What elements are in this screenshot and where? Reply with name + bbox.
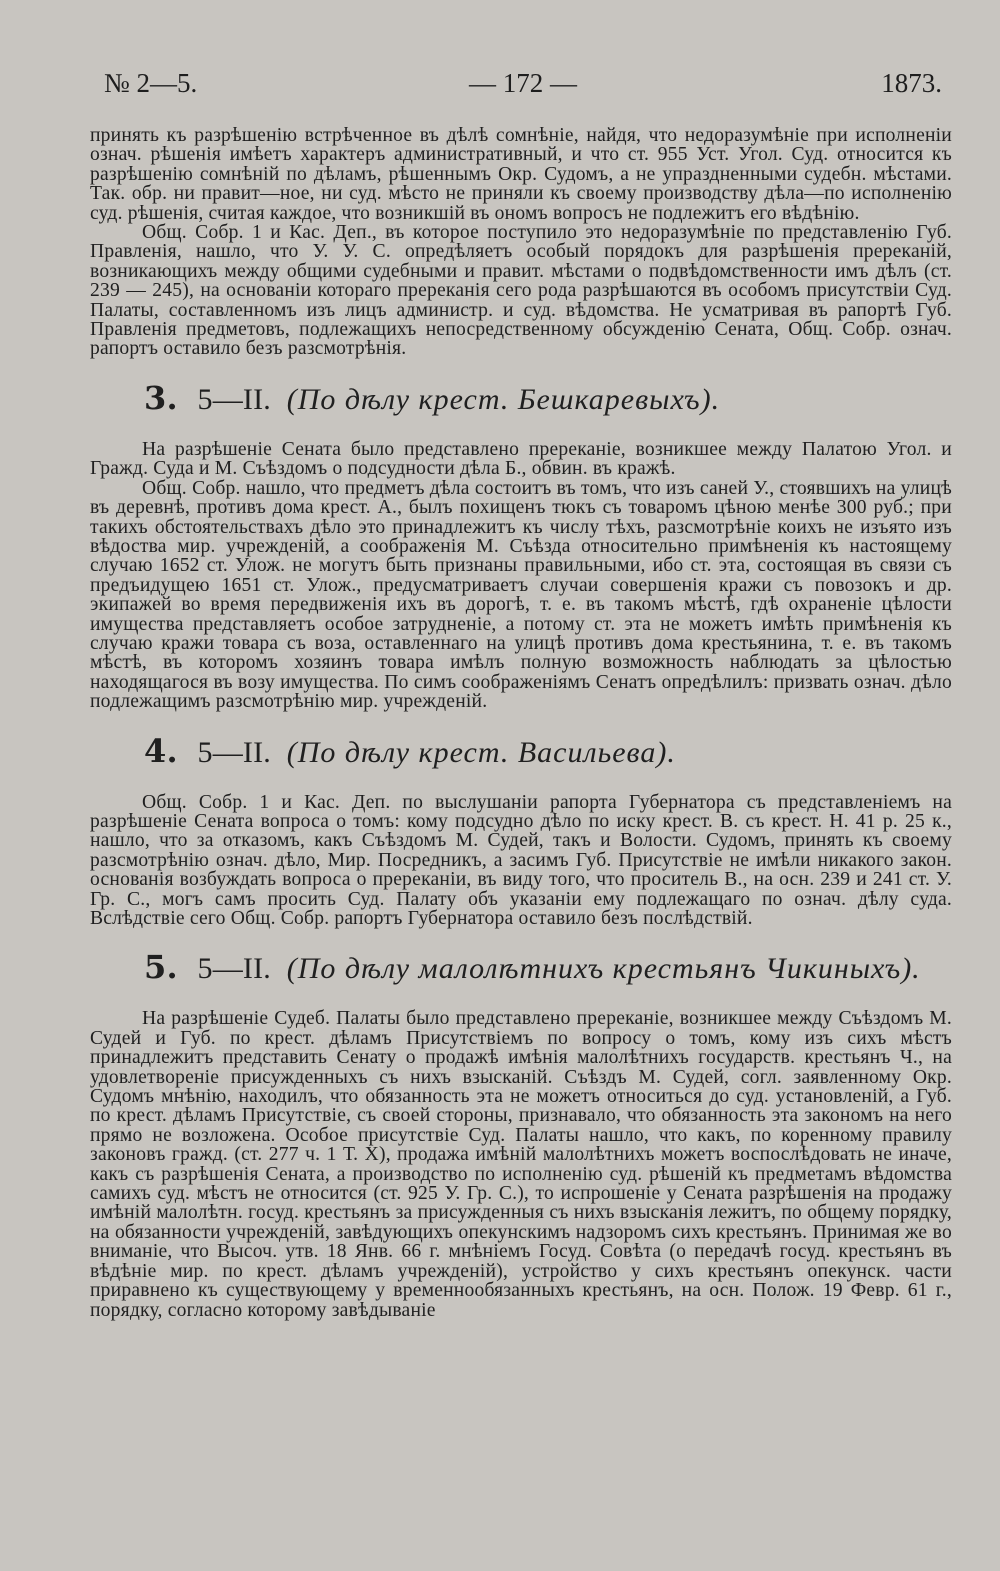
running-head <box>104 68 942 108</box>
document-number: № 2—5. <box>104 68 198 98</box>
section-5 <box>90 949 952 1320</box>
body-text <box>90 126 952 1320</box>
section-heading <box>144 380 952 418</box>
section-continuation <box>90 126 952 359</box>
paragraph: Общ. Собр. нашло, что предметъ дѣла состоитъ въ томъ, что изъ саней У., стоявшихъ на улицѣ въ деревнѣ, противъ дома крест. А., былъ похищенъ тюкъ съ товаромъ цѣною менѣе 300 руб.; при такихъ обстоятельствахъ дѣло это принадлежитъ къ числу тѣхъ, разсмотрѣніе коихъ не изъято изъ вѣдоства мир. учрежденій, а соображенія М. Съѣзда относительно примѣненія къ настоящему случаю 1652 ст. Улож. не могутъ быть признаны правильными, ибо ст. эта, состоящая въ связи съ предъидущею 1651 ст. Улож., предусматриваетъ случаи совершенія кражи съ повозокъ и др. экипажей во время передвиженія ихъ въ дорогѣ, т. е. въ такомъ мѣстѣ, гдѣ охраненіе цѣлости имущества представляетъ особое затрудненіе, а потому ст. эта не можетъ имѣть примѣненія къ случаю кражи товара съ воза, оставленнаго на улицѣ противъ дома крестьянина, т. е. въ такомъ мѣстѣ, въ которомъ хозяинъ товара имѣлъ полную возможность наблюдать за цѣлостью находящагося въ возу имущества. По симъ соображеніямъ Сенатъ опредѣлилъ: призвать означ. дѣло подлежащимъ разсмотрѣнію мир. учрежденій. <box>90 477 952 713</box>
section-code: 5—II. <box>197 735 271 769</box>
section-4 <box>90 733 952 929</box>
section-number: 4. <box>144 731 178 770</box>
section-code: 5—II. <box>197 382 271 416</box>
paragraph: На разрѣшеніе Судеб. Палаты было представлено пререканіе, возникшее между Съѣздомъ М. Судей и Губ. по крест. дѣламъ Присутствіемъ по вопросу о томъ, кому изъ сихъ мѣстъ принадлежитъ представить Сенату о продажѣ имѣнія малолѣтнихъ государств. крестьянъ Ч., на удовлетвореніе присужденныхъ съ нихъ взысканій. Съѣздъ М. Судей, согл. заявленному Окр. Судомъ мнѣнію, находилъ, что обязанность эта не можетъ относиться до суд. установленій, а Губ. по крест. дѣламъ Присутствіе, съ своей стороны, признавало, что обязанность эта закономъ на него прямо не возложена. Особое присутствіе Суд. Палаты нашло, что какъ, по коренному правилу законовъ гражд. (ст. 277 ч. 1 Т. X), продажа имѣній малолѣтнихъ можетъ воспослѣдовать не иначе, какъ съ разрѣшенія Сената, а производство по исполненію суд. рѣшеній къ предметамъ вѣдомства самихъ суд. мѣстъ не относится (ст. 925 У. Гр. С.), то испрошеніе у Сената разрѣшенія на продажу имѣній малолѣтн. госуд. крестьянъ за присужденныя съ нихъ взысканія лежитъ, по общему порядку, на обязанности учрежденій, завѣдующихъ опекунскимъ надзоромъ сихъ крестьянъ. Принимая же во вниманіе, что Высоч. утв. 18 Янв. 66 г. мнѣніемъ Госуд. Совѣта (о передачѣ госуд. крестьянъ въ вѣдѣніе мир. по крест. дѣламъ учрежденій), устройство у сихъ крестьянъ опекунск. части приравнено къ существующему у временнообязанныхъ крестьянъ, на осн. Полож. 19 Февр. 61 г., порядку, согласно которому завѣдываніе <box>90 1008 952 1321</box>
page-number: — 172 — <box>469 68 577 98</box>
paragraph: принять къ разрѣшенію встрѣченное въ дѣлѣ сомнѣніе, найдя, что недоразумѣніе при исполненіи означ. рѣшенія имѣетъ характеръ административный, и что ст. 955 Уст. Угол. Суд. относится къ разрѣшенію сомнѣній по дѣламъ, рѣшеннымъ Окр. Судомъ, а не упраздненными судебн. мѣстами. Так. обр. ни правит—ное, ни суд. мѣсто не приняли къ своему производству дѣла—по исполненію суд. рѣшенія, считая каждое, что возникшій въ ономъ вопросъ не подлежитъ его вѣдѣнію. <box>90 125 952 224</box>
year: 1873. <box>881 68 942 98</box>
section-title: (По дѣлу крест. Васильева). <box>286 735 676 769</box>
paragraph: На разрѣшеніе Сената было представлено пререканіе, возникшее между Палатою Угол. и Гражд. Суда и М. Съѣздомъ о подсудности дѣла Б., обвин. въ кражѣ. <box>90 438 952 480</box>
section-3 <box>90 380 952 712</box>
section-code: 5—II. <box>197 952 271 986</box>
section-number: 3. <box>144 378 178 417</box>
section-title: (По дѣлу крест. Бешкаревыхъ). <box>286 382 721 416</box>
section-number: 5. <box>144 948 178 987</box>
paragraph: Общ. Собр. 1 и Кас. Деп. по выслушаніи рапорта Губернатора съ представленіемъ на разрѣшеніе Сената вопроса о томъ: кому подсудно дѣло по иску крест. В. съ крест. Н. 41 р. 25 к., нашло, что за отказомъ, какъ Съѣздомъ М. Судей, такъ и Волости. Судомъ, принять къ своему разсмотрѣнію означ. дѣло, Мир. Посредникъ, а засимъ Губ. Присутствіе не имѣли никакого закон. основанія возбуждать вопроса о пререканіи, въ виду того, что проситель В., на осн. 239 и 241 ст. У. Гр. С., могъ самъ просить Суд. Палату объ указаніи ему подлежащаго по означ. дѣлу суда. Вслѣдствіе сего Общ. Собр. рапортъ Губернатора оставило безъ послѣдствій. <box>90 791 952 929</box>
paragraph: Общ. Собр. 1 и Кас. Деп., въ которое поступило это недоразумѣніе по представленію Губ. Правленія, нашло, что У. У. С. опредѣляетъ особый порядокъ для разрѣшенія пререканій, возникающихъ между общими судебными и правит. мѣстами о подвѣдомственности имъ дѣлъ (ст. 239 — 245), на основаніи котораго пререканія сего рода разрѣшаются въ особомъ присутствіи Суд. Палаты, составленномъ изъ лицъ администр. и суд. вѣдомства. Не усматривая въ рапортѣ Губ. Правленія предметовъ, подлежащихъ непосредственному обсужденію Сената, Общ. Собр. означ. рапортъ оставило безъ разсмотрѣнія. <box>90 222 952 360</box>
section-heading <box>144 733 952 771</box>
section-title: (По дѣлу малолѣтнихъ крестьянъ Чикиныхъ). <box>286 952 921 986</box>
section-heading <box>144 949 952 987</box>
